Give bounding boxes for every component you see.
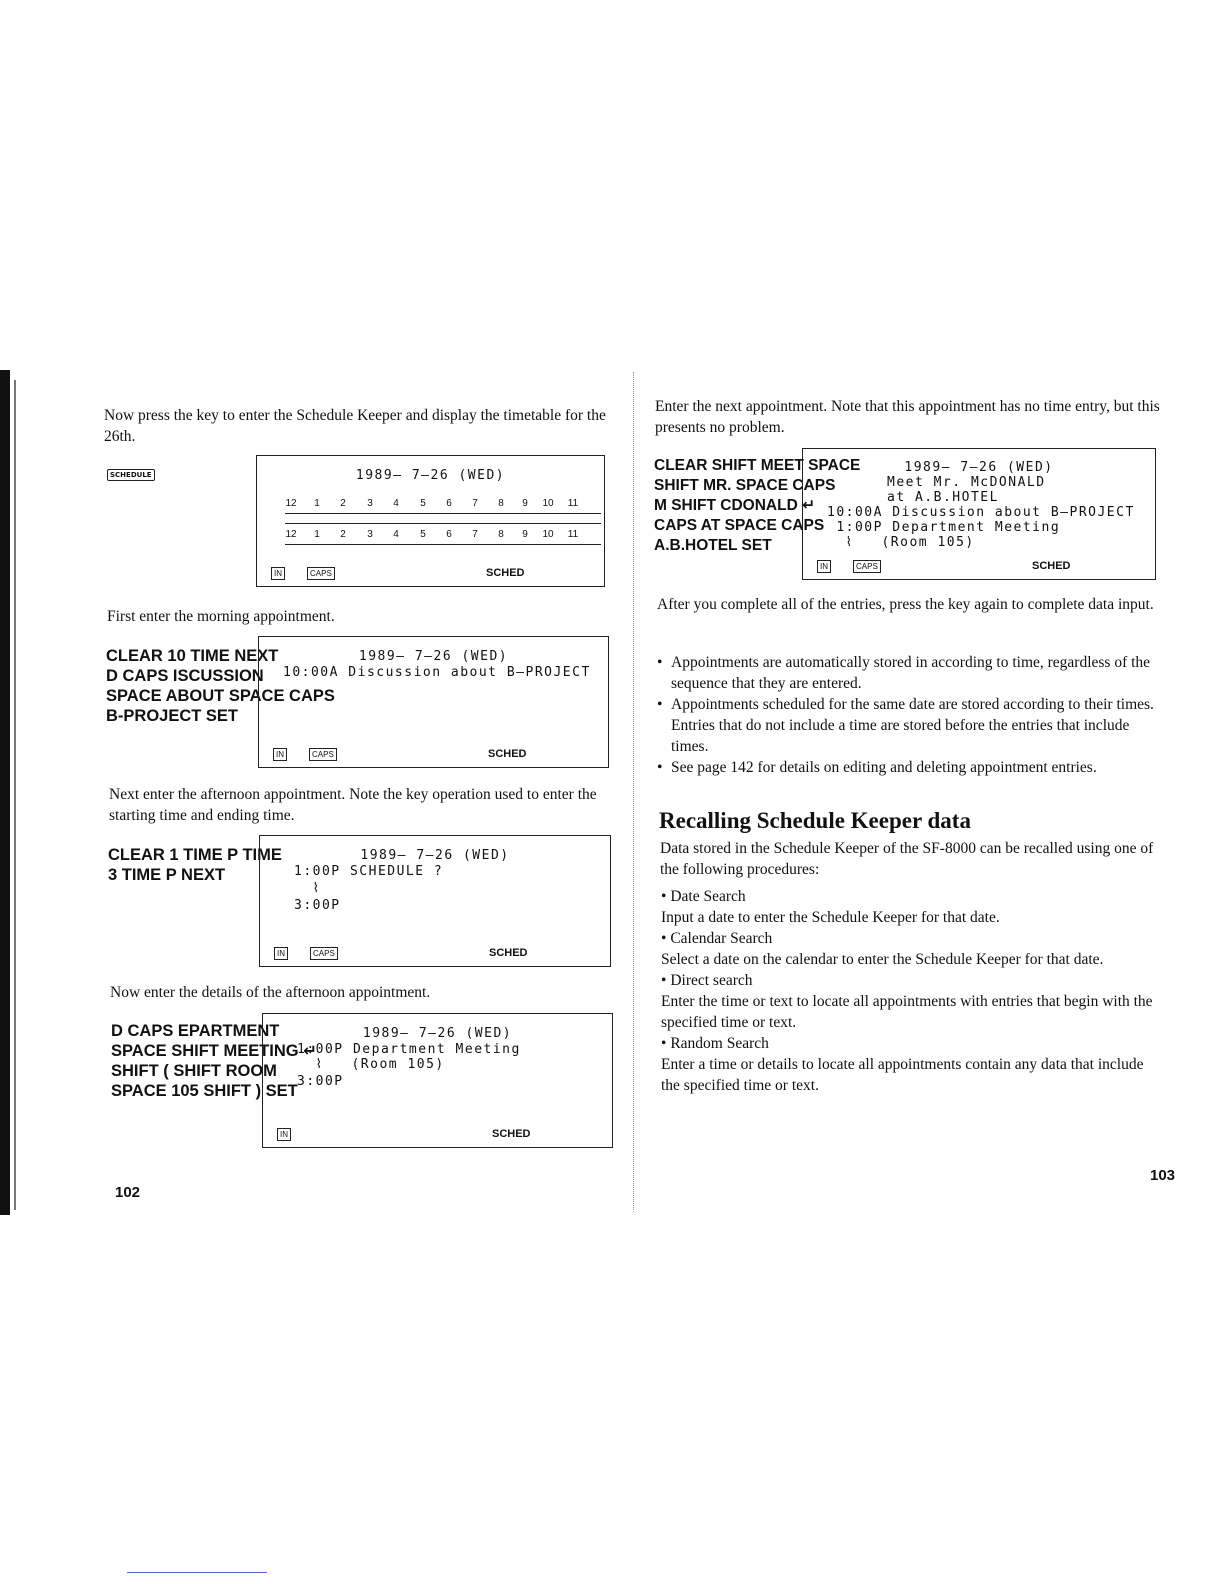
note-2: • Appointments scheduled for the same date are stored according to their times. Entries that do not include a time are stored before the entries that include times. <box>657 694 1162 757</box>
intro-paragraph-left <box>104 405 614 447</box>
lcd-line-2: at A.B.HOTEL <box>887 490 999 505</box>
timetable-line-1 <box>285 513 601 514</box>
in-indicator: IN <box>277 1128 291 1141</box>
lcd-date: 1989— 7—26 (WED) <box>360 848 510 863</box>
caps-indicator: CAPS <box>310 947 338 960</box>
key-line-2: 3 TIME P NEXT <box>108 866 226 884</box>
lcd-status-bar <box>259 747 608 763</box>
mode-indicator: SCHED <box>492 1128 531 1140</box>
lcd-status-bar <box>257 566 604 582</box>
page-gutter <box>633 372 634 1212</box>
lcd-line-1: Meet Mr. McDONALD <box>887 475 1046 490</box>
lcd-line-5: ⌇ (Room 105) <box>827 535 975 550</box>
key-sequence-afternoon <box>108 845 282 885</box>
page-number-right: 103 <box>1150 1167 1176 1184</box>
lcd-date: 1989— 7—26 (WED) <box>355 468 506 483</box>
key-line-1: CLEAR 10 TIME NEXT <box>106 647 279 665</box>
lcd-afternoon <box>259 835 611 967</box>
lcd-morning <box>258 636 609 768</box>
afternoon-paragraph: Next enter the afternoon appointment. Note the key operation used to enter the starting time and ending time. <box>109 786 597 824</box>
key-line-3: M SHIFT CDONALD ↵ <box>654 497 816 514</box>
notes-list <box>657 652 1162 778</box>
key-line-5: A.B.HOTEL SET <box>654 537 772 554</box>
lcd-date: 1989— 7—26 (WED) <box>362 1026 513 1041</box>
lcd-date: 1989— 7—26 (WED) <box>358 649 509 664</box>
after-paragraph: After you complete all of the entries, press the key again to complete data input. <box>657 596 1154 613</box>
caps-indicator: CAPS <box>309 748 337 761</box>
method-direct: • Direct search Enter the time or text to locate all appointments with entries that begin with the specified time or text. <box>661 972 1153 1031</box>
mode-indicator: SCHED <box>486 567 525 579</box>
lcd-status-bar <box>260 946 610 962</box>
key-line-1: CLEAR 1 TIME P TIME <box>108 846 282 864</box>
timetable-hours-1: 12 1 2 3 4 5 6 7 8 9 10 11 <box>285 498 579 509</box>
schedule-key: SCHEDULE <box>107 469 155 481</box>
lcd-date: 1989— 7—26 (WED) <box>904 460 1054 475</box>
timetable-line-2 <box>285 523 601 524</box>
in-indicator: IN <box>274 947 288 960</box>
lcd-line-1: 1:00P SCHEDULE ? <box>294 864 444 879</box>
key-line-4: B-PROJECT SET <box>106 707 239 725</box>
lcd-line-4: 1:00P Department Meeting <box>827 520 1061 535</box>
key-line-4: CAPS AT SPACE CAPS <box>654 517 825 534</box>
morning-paragraph: First enter the morning appointment. <box>107 608 335 625</box>
note-3: • See page 142 for details on editing and deleting appointment entries. <box>657 757 1162 778</box>
caps-indicator: CAPS <box>853 560 881 573</box>
recall-methods <box>661 886 1166 1096</box>
lcd-appointment: 10:00A Discussion about B—PROJECT <box>283 665 591 680</box>
mode-indicator: SCHED <box>489 947 528 959</box>
details-paragraph: Now enter the details of the afternoon appointment. <box>110 984 431 1001</box>
lcd-timetable <box>256 455 605 587</box>
mode-indicator: SCHED <box>488 748 527 760</box>
method-calendar: • Calendar Search Select a date on the calendar to enter the Schedule Keeper for that date. <box>661 930 1104 968</box>
key-line-4: SPACE 105 SHIFT ) SET <box>111 1082 298 1100</box>
section-heading: Recalling Schedule Keeper data <box>659 808 971 833</box>
method-random: • Random Search Enter a time or details to locate all appointments contain any data that include the specified time or text. <box>661 1035 1144 1094</box>
lcd-line-3: 3:00P <box>294 898 341 913</box>
in-indicator: IN <box>817 560 831 573</box>
lcd-details <box>262 1013 613 1148</box>
lcd-status-bar <box>263 1127 612 1143</box>
timetable-hours-2: 12 1 2 3 4 5 6 7 8 9 10 11 <box>285 529 579 540</box>
in-indicator: IN <box>271 567 285 580</box>
key-line-3: SPACE ABOUT SPACE CAPS <box>106 687 335 705</box>
method-date: • Date Search Input a date to enter the Schedule Keeper for that date. <box>661 888 1000 926</box>
intro-text: Now press the key to enter the Schedule Keeper and display the timetable for the 26th. <box>104 407 606 445</box>
lcd-line-3: 3:00P <box>297 1074 344 1089</box>
binding-shadow <box>14 380 16 1210</box>
recall-intro: Data stored in the Schedule Keeper of the SF-8000 can be recalled using one of the following procedures: <box>660 840 1154 878</box>
page-number-left: 102 <box>115 1184 141 1201</box>
lcd-line-1: 1:00P Department Meeting <box>297 1042 521 1057</box>
key-line-3: SHIFT ( SHIFT ROOM <box>111 1062 277 1080</box>
lcd-line-3: 10:00A Discussion about B—PROJECT <box>827 505 1135 520</box>
footer-rule <box>127 1572 267 1573</box>
key-line-2: D CAPS ISCUSSION <box>106 667 264 685</box>
timetable-line-3 <box>285 544 601 545</box>
lcd-right <box>802 448 1156 580</box>
key-line-2: SHIFT MR. SPACE CAPS <box>654 477 836 494</box>
intro-paragraph-right: Enter the next appointment. Note that this appointment has no time entry, but this presents no problem. <box>655 398 1160 436</box>
mode-indicator: SCHED <box>1032 560 1071 572</box>
key-line-1: CLEAR SHIFT MEET SPACE <box>654 457 861 474</box>
lcd-line-2: ⌇ <box>294 881 321 896</box>
lcd-status-bar <box>803 559 1155 575</box>
note-1: • Appointments are automatically stored in according to time, regardless of the sequence that they are entered. <box>657 652 1162 694</box>
key-sequence-sched <box>105 464 157 484</box>
key-line-1: D CAPS EPARTMENT <box>111 1022 280 1040</box>
binding-edge <box>0 370 10 1215</box>
lcd-line-2: ⌇ (Room 105) <box>297 1057 445 1072</box>
caps-indicator: CAPS <box>307 567 335 580</box>
key-line-2: SPACE SHIFT MEETING ↵ <box>111 1042 318 1060</box>
in-indicator: IN <box>273 748 287 761</box>
